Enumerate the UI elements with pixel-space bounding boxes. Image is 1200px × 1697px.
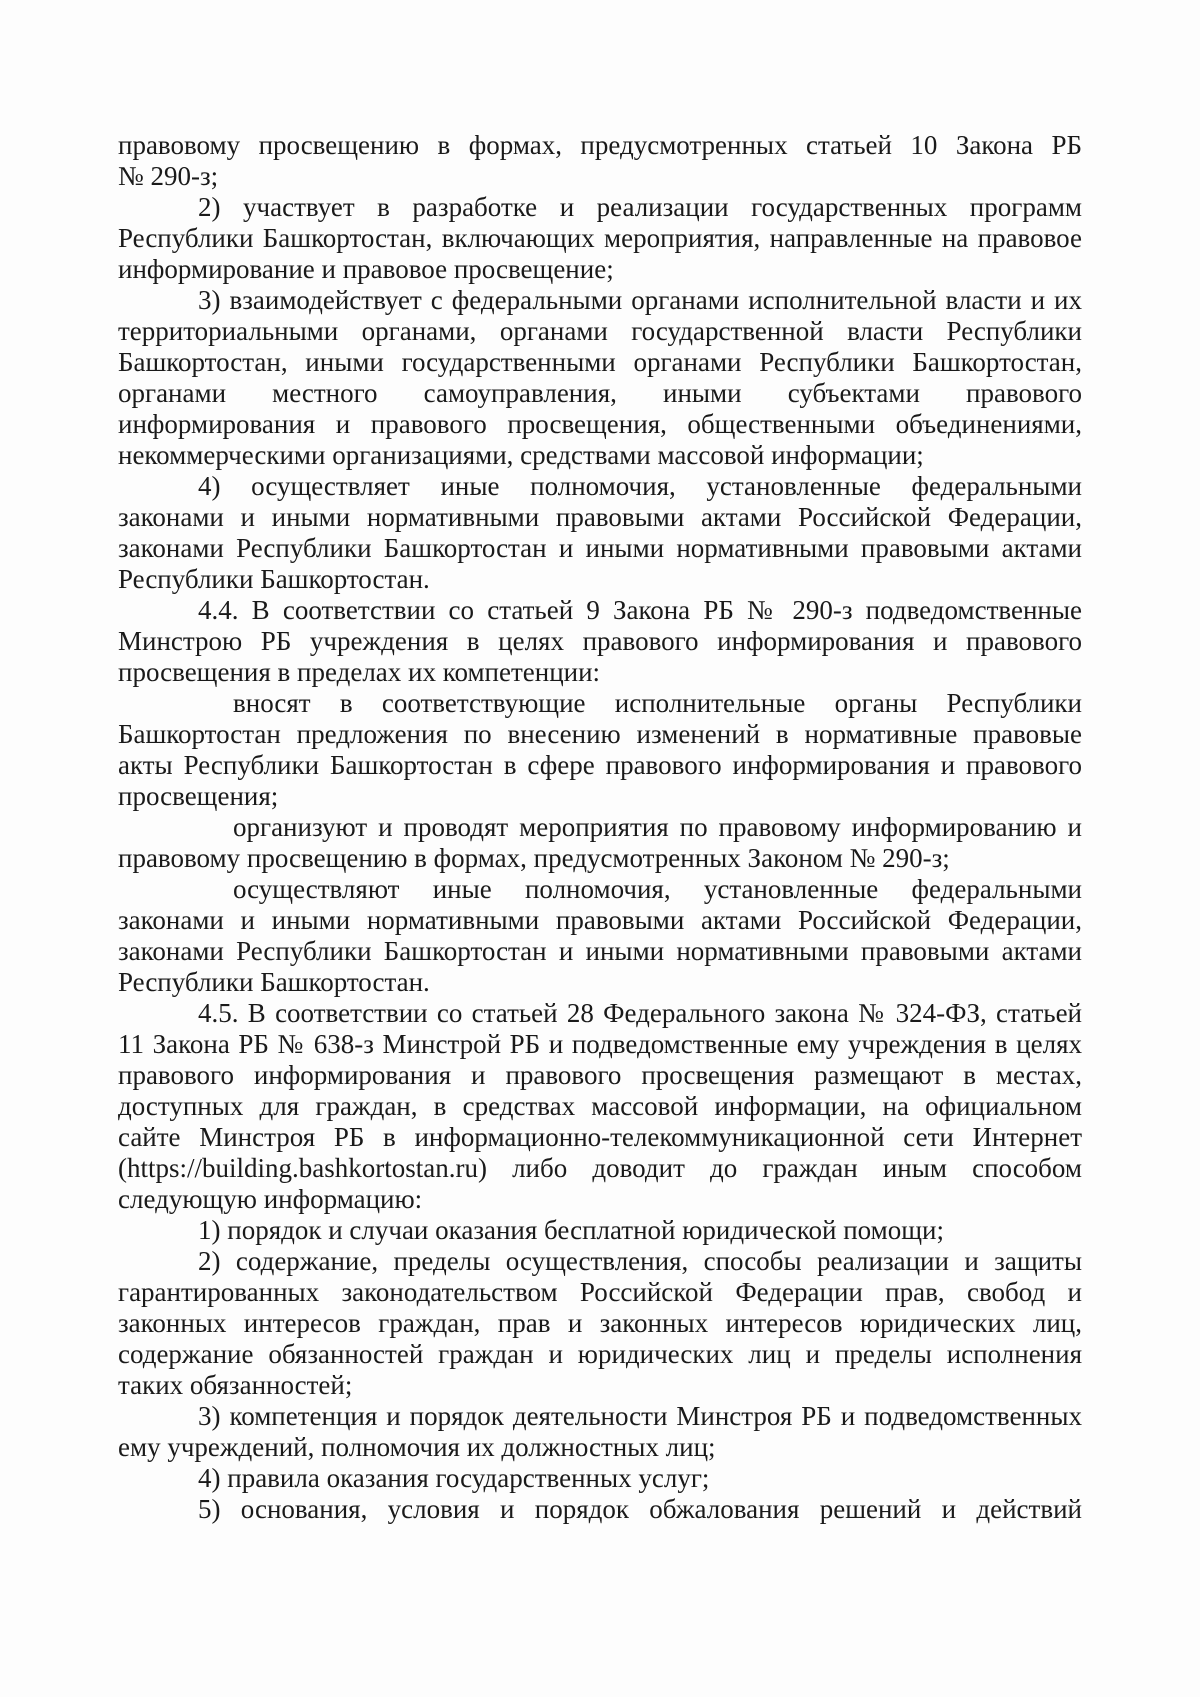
text-line: органами местного самоуправления, иными субъектами правового xyxy=(118,378,1082,408)
text-line: правовому просвещению в формах, предусмотренных статьей 10 Закона РБ xyxy=(118,130,1082,160)
text-line: 1) порядок и случаи оказания бесплатной юридической помощи; xyxy=(198,1215,944,1245)
text-line: просвещения в пределах их компетенции: xyxy=(118,657,601,687)
text-line: законами Республики Башкортостан и иными нормативными правовыми актами xyxy=(118,936,1082,966)
text-line: следующую информацию: xyxy=(118,1184,423,1214)
text-line: Республики Башкортостан. xyxy=(118,967,430,997)
text-line: территориальными органами, органами государственной власти Республики xyxy=(118,316,1082,346)
text-line: просвещения; xyxy=(118,781,279,811)
text-line: вносят в соответствующие исполнительные органы Республики xyxy=(233,688,1082,718)
text-line: 4.5. В соответствии со статьей 28 Федерального закона № 324-ФЗ, статьей xyxy=(198,998,1082,1028)
text-line: таких обязанностей; xyxy=(118,1370,353,1400)
text-line: акты Республики Башкортостан в сфере правового информирования и правового xyxy=(118,750,1082,780)
text-line: (https://building.bashkortostan.ru) либо доводит до граждан иным способом xyxy=(118,1153,1082,1183)
text-line: № 290-з; xyxy=(118,161,219,191)
text-line: сайте Минстроя РБ в информационно-телекоммуникационной сети Интернет xyxy=(118,1122,1082,1152)
text-line: гарантированных законодательством Российской Федерации прав, свобод и xyxy=(118,1277,1082,1307)
document-body xyxy=(118,130,1082,1525)
text-line: осуществляют иные полномочия, установленные федеральными xyxy=(233,874,1082,904)
text-line: 3) взаимодействует с федеральными органами исполнительной власти и их xyxy=(198,285,1082,315)
text-line: 11 Закона РБ № 638-з Минстрой РБ и подведомственные ему учреждения в целях xyxy=(118,1029,1082,1059)
text-line: Республики Башкортостан, включающих мероприятия, направленные на правовое xyxy=(118,223,1082,253)
text-line: правового информирования и правового просвещения размещают в местах, xyxy=(118,1060,1082,1090)
text-line: 2) содержание, пределы осуществления, способы реализации и защиты xyxy=(198,1246,1082,1276)
text-line: Башкортостан, иными государственными органами Республики Башкортостан, xyxy=(118,347,1082,377)
text-line: информирования и правового просвещения, общественными объединениями, xyxy=(118,409,1082,439)
text-line: Республики Башкортостан. xyxy=(118,564,430,594)
text-line: законных интересов граждан, прав и законных интересов юридических лиц, xyxy=(118,1308,1082,1338)
text-line: ему учреждений, полномочия их должностных лиц; xyxy=(118,1432,716,1462)
text-line: доступных для граждан, в средствах массовой информации, на официальном xyxy=(118,1091,1082,1121)
text-line: 3) компетенция и порядок деятельности Минстроя РБ и подведомственных xyxy=(198,1401,1082,1431)
text-line: Минстрою РБ учреждения в целях правового информирования и правового xyxy=(118,626,1082,656)
text-line: организуют и проводят мероприятия по правовому информированию и xyxy=(233,812,1082,842)
text-line: 4) осуществляет иные полномочия, установленные федеральными xyxy=(198,471,1082,501)
text-line: содержание обязанностей граждан и юридических лиц и пределы исполнения xyxy=(118,1339,1082,1369)
text-line: законами и иными нормативными правовыми актами Российской Федерации, xyxy=(118,905,1082,935)
text-line: информирование и правовое просвещение; xyxy=(118,254,614,284)
text-line: Башкортостан предложения по внесению изменений в нормативные правовые xyxy=(118,719,1082,749)
text-line: некоммерческими организациями, средствами массовой информации; xyxy=(118,440,924,470)
text-line: законами и иными нормативными правовыми актами Российской Федерации, xyxy=(118,502,1082,532)
text-line: законами Республики Башкортостан и иными нормативными правовыми актами xyxy=(118,533,1082,563)
text-line: 5) основания, условия и порядок обжалования решений и действий xyxy=(198,1494,1082,1524)
text-line: правовому просвещению в формах, предусмотренных Законом № 290-з; xyxy=(118,843,950,873)
text-line: 4.4. В соответствии со статьей 9 Закона РБ № 290-з подведомственные xyxy=(198,595,1082,625)
text-line: 2) участвует в разработке и реализации государственных программ xyxy=(198,192,1082,222)
text-line: 4) правила оказания государственных услуг; xyxy=(198,1463,710,1493)
